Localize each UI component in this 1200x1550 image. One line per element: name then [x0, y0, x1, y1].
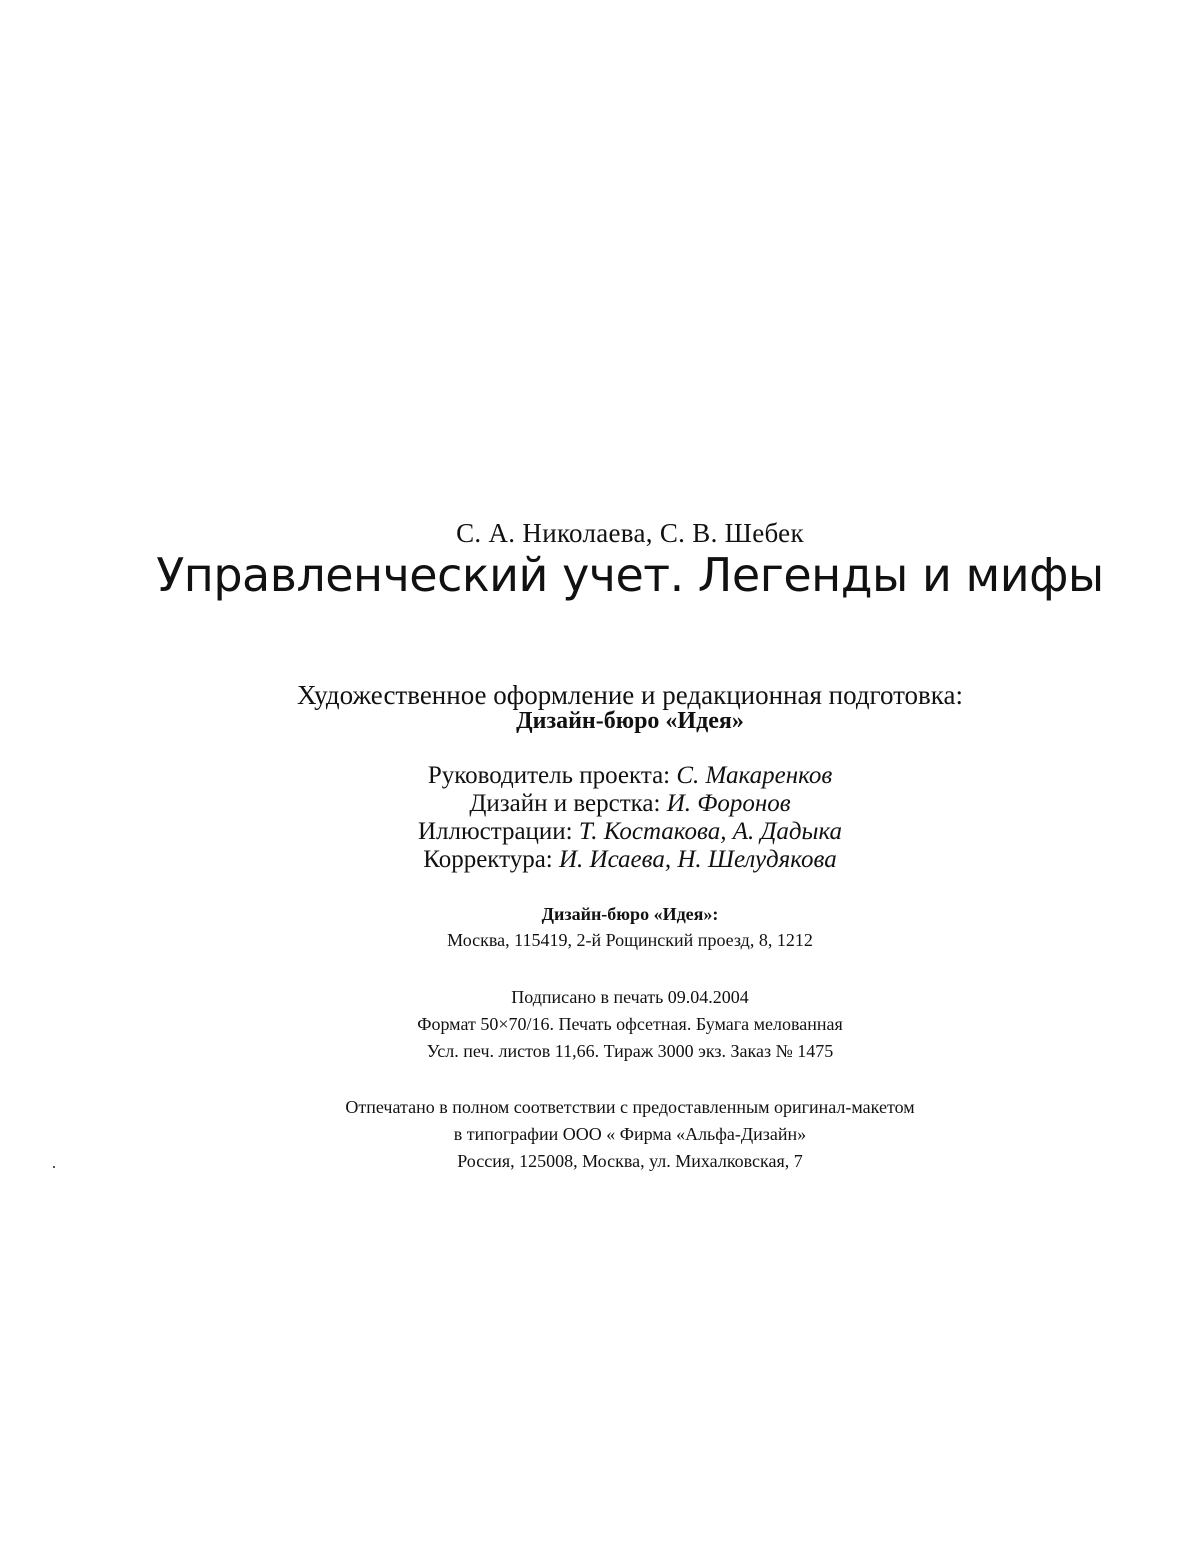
- credit-line-proofreading: [0, 846, 1200, 874]
- credit-role: Иллюстрации:: [417, 818, 573, 845]
- studio-address: Москва, 115419, 2-й Рощинский проезд, 8, 1212: [447, 930, 813, 950]
- credit-role: Руководитель проекта:: [427, 762, 671, 789]
- credit-line-illustrations: [0, 818, 1200, 846]
- printer-statement: Отпечатано в полном соответствии с предоставленным оригинал-макетом: [345, 1097, 915, 1117]
- print-format: Формат 50×70/16. Печать офсетная. Бумага мелованная: [417, 1014, 843, 1034]
- book-authors: С. А. Николаева, С. В. Шебек: [456, 518, 804, 548]
- design-credit-heading: Художественное оформление и редакционная подготовка:: [297, 680, 963, 710]
- credits-list: [0, 762, 1200, 874]
- credit-person: Т. Костакова, А. Дадыка: [578, 818, 843, 845]
- credit-role: Дизайн и верстка:: [469, 790, 661, 817]
- credit-person: И. Форонов: [666, 790, 791, 817]
- print-run: Усл. печ. листов 11,66. Тираж 3000 экз. Заказ № 1475: [426, 1041, 834, 1061]
- credit-line-design: [0, 790, 1200, 818]
- printer-address: Россия, 125008, Москва, ул. Михалковская, 7: [457, 1151, 803, 1171]
- credit-person: И. Исаева, Н. Шелудякова: [559, 846, 837, 873]
- scan-speck: [53, 1166, 55, 1168]
- credit-line-project-lead: [0, 762, 1200, 790]
- studio-label: Дизайн-бюро «Идея»:: [541, 904, 719, 924]
- printer-company: в типографии ООО « Фирма «Альфа-Дизайн»: [453, 1124, 807, 1144]
- print-date: Подписано в печать 09.04.2004: [511, 987, 749, 1007]
- credit-person: С. Макаренков: [676, 762, 833, 789]
- book-title: Управленческий учет. Легенды и мифы: [156, 548, 1104, 602]
- credit-role: Корректура:: [423, 846, 553, 873]
- printer-details: [0, 1094, 1200, 1175]
- print-details: [0, 984, 1200, 1065]
- design-studio-name: Дизайн-бюро «Идея»: [516, 708, 744, 734]
